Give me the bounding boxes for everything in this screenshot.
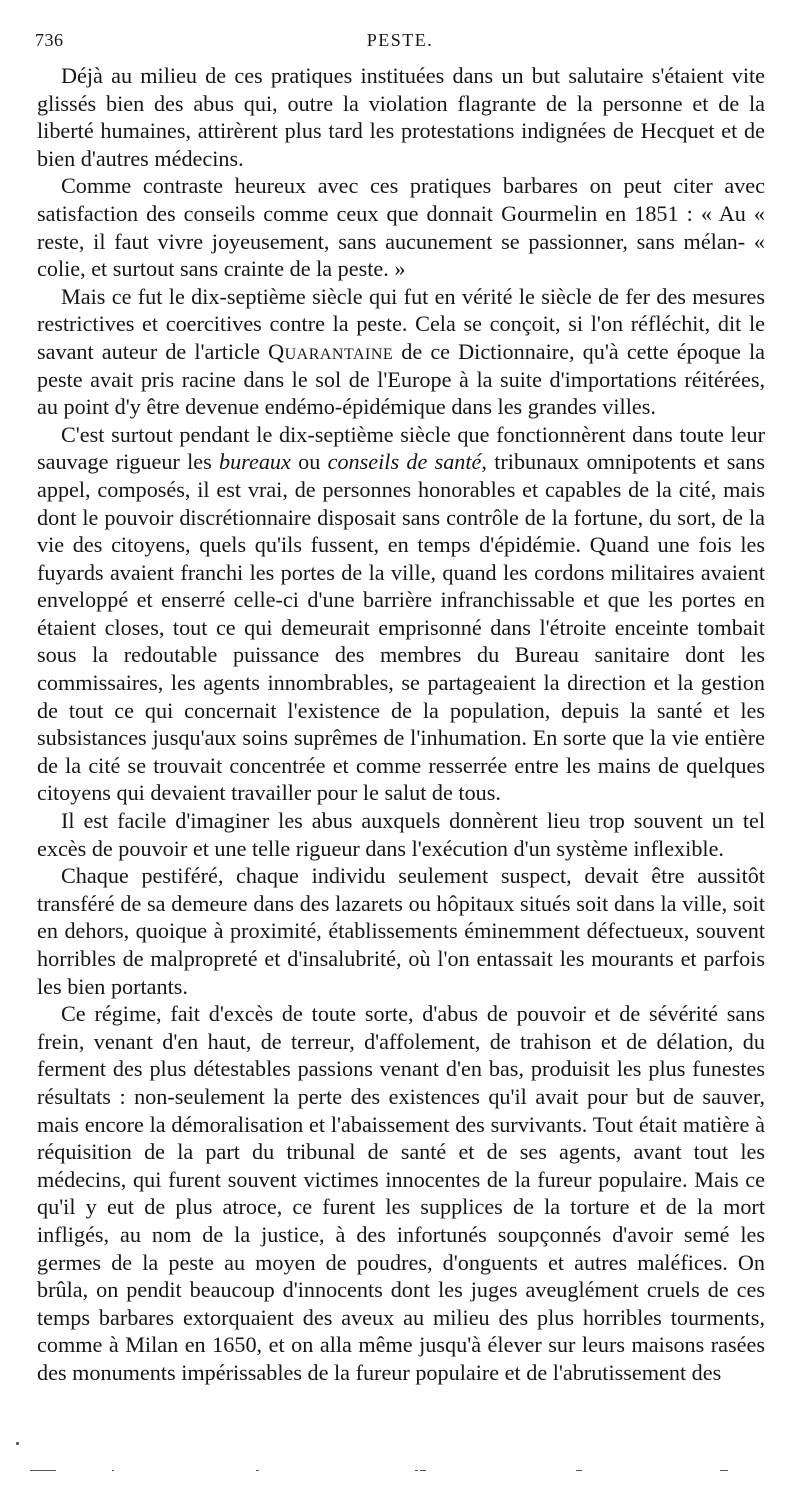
quarantaine-reference: Quarantaine (268, 338, 394, 364)
paragraph-3 (37, 283, 765, 421)
paragraph-1-text: Déjà au milieu de ces pratiques instituées dans un but salutaire s'étaient vite glissés bien des abus qui, outre la violation flagrante de la personne et de la liberté humaines, attirèrent plus tard les protestations indignées de Hecquet et de bien d'autres médecins. (37, 63, 765, 171)
scan-mark (415, 1470, 418, 1471)
paragraph-1 (37, 62, 765, 172)
paragraph-2 (37, 172, 765, 282)
page-header (35, 30, 765, 56)
body-text (37, 62, 765, 1387)
paragraph-5-text: Il est facile d'imaginer les abus auxquels donnèrent lieu trop souvent un tel excès de pouvoir et une telle rigueur dans l'exécution d'un système inflexible. (37, 808, 765, 861)
paragraph-4-text-middle: ou (290, 449, 328, 475)
paragraph-3-text-before: Mais ce fut le dix-septième siècle qui fut en vérité le siècle de fer des mesures restrictives et coercitives contre la peste. Cela se conçoit, si l'on réfléchit, dit le savant auteur de l'article (37, 283, 765, 364)
scan-mark (720, 1470, 728, 1471)
italic-bureaux: bureaux (218, 449, 291, 475)
scan-speck (16, 1442, 19, 1445)
scan-mark (576, 1470, 582, 1471)
scan-mark (420, 1470, 426, 1471)
paragraph-5 (37, 807, 765, 862)
paragraph-4-text-before: C'est surtout pendant le dix-septième siècle que fonctionnèrent dans toute leur sauvage rigueur les (37, 421, 765, 475)
running-title: PESTE. (366, 30, 434, 50)
paragraph-6-text: Chaque pestiféré, chaque individu seulement suspect, devait être aussitôt transféré de sa demeure dans des lazarets ou hôpitaux situés soit dans la ville, soit en dehors, quoique à proximité, établissements éminemment défectueux, souvent horribles de malpropreté et d'insalubrité, où l'on entassait les mourants et parfois les bien portants. (37, 863, 765, 999)
scan-mark (112, 1470, 114, 1471)
paragraph-7-text: Ce régime, fait d'excès de toute sorte, d'abus de pouvoir et de sévérité sans frein, venant d'en haut, de terreur, d'affolement, de trahison et de délation, du ferment des plus détestables passions venant d'en bas, produisit les plus funestes résultats : non-seulement la perte des existences qu'il avait pour but de sauver, mais encore la démoralisation et l'abaissement des survivants. Tout était matière à réquisition de la part du tribunal de santé et de ses agents, avant tout les médecins, qui furent souvent victimes innocentes de la fureur populaire. Mais ce qu'il y eut de plus atroce, ce furent les supplices de la torture et de la mort infligés, au nom de la justice, à des infortunés soupçonnés d'avoir semé les germes de la peste au moyen de poudres, d'onguents et autres maléfices. On brûla, on pendit beaucoup d'innocents dont les juges aveuglément cruels de ces temps barbares extorquaient des aveux au milieu des plus horribles tourments, comme à Milan en 1650, et on alla même jusqu'à élever sur leurs maisons rasées des monuments impérissables de la fureur populaire et de l'abrutissement des (37, 1001, 765, 1385)
scan-mark (30, 1470, 56, 1471)
italic-conseils-de-sante: conseils de santé (327, 449, 482, 475)
paragraph-4 (37, 421, 765, 807)
paragraph-2-text: Comme contraste heureux avec ces pratiques barbares on peut citer avec satisfaction des conseils comme ceux que donnait Gourmelin en 1851 : « Au « reste, il faut vivre joyeusement, sans aucunement se passionner, sans mélan- « colie, et surtout sans crainte de la peste. » (37, 173, 765, 282)
paragraph-7 (37, 1000, 765, 1386)
scan-mark (256, 1470, 259, 1471)
paragraph-6 (37, 862, 765, 1000)
paragraph-4-text-after: , tribunaux omnipotents et sans appel, composés, il est vrai, de personnes honorables et capables de la cité, mais dont le pouvoir discrétionnaire disposait sans contrôle de la fortune, du sort, de la vie des citoyens, quels qu'ils fussent, en temps d'épidémie. Quand une fois les fuyards avaient franchi les portes de la ville, quand les cordons militaires avaient enveloppé et enserré celle-ci d'une barrière infranchissable et que les portes en étaient closes, tout ce qui demeurait emprisonné dans l'étroite enceinte tombait sous la redoutable puissance des membres du Bureau sanitaire dont les commissaires, les agents innombrables, se partageaient la direction et la gestion de tout ce qui concernait l'existence de la population, depuis la santé et les subsistances jusqu'aux soins suprêmes de l'inhumation. En sorte que la vie entière de la cité se trouvait concentrée et comme resserrée entre les mains de quelques citoyens qui devaient travailler pour le salut de tous. (37, 449, 765, 806)
paragraph-3-text-after: de ce Dictionnaire, qu'à cette époque la peste avait pris racine dans le sol de l'Europe à la suite d'importations réitérées, au point d'y être devenue endémo-épidémique dans les grandes villes. (37, 338, 765, 420)
page-number: 736 (35, 30, 64, 50)
scan-bottom-marks (30, 1470, 770, 1476)
